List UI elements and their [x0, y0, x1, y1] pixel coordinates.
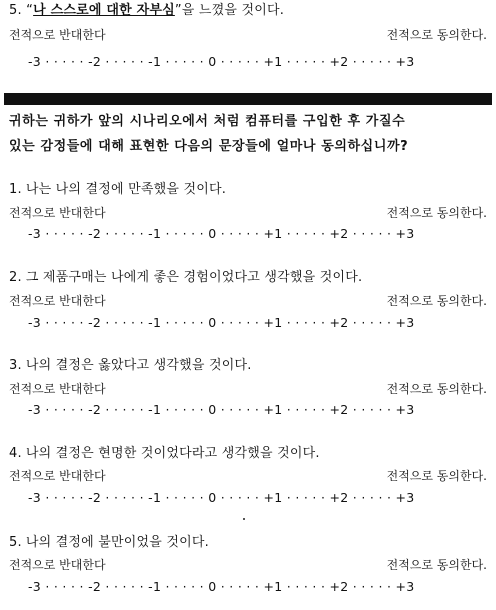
question-text: 나의 결정은 옳았다고 생각했을 것이다.	[25, 358, 252, 373]
question-bold-phrase: 나 스스로에 대한 자부심	[33, 3, 175, 18]
anchor-disagree: 전적으로 반대한다	[9, 28, 106, 42]
anchor-row	[9, 205, 487, 221]
question-suffix: 을 느꼈을 것이다.	[181, 3, 285, 18]
anchor-disagree: 전적으로 반대한다	[9, 469, 106, 483]
question-number: 1.	[9, 182, 22, 197]
anchor-agree: 전적으로 동의한다.	[386, 28, 487, 42]
scan-speck	[243, 518, 245, 520]
anchor-row	[9, 381, 487, 397]
question-text: 나는 나의 결정에 만족했을 것이다.	[25, 182, 227, 197]
rating-scale: -3 · · · · · -2 · · · · · -1 · · · · · 0 · · · · · +1 · · · · · +2 · · · · · +3	[28, 54, 415, 69]
question-text: 나의 결정에 불만이었을 것이다.	[25, 535, 209, 550]
anchor-disagree: 전적으로 반대한다	[9, 294, 106, 308]
anchor-disagree: 전적으로 반대한다	[9, 558, 106, 572]
anchor-row	[9, 27, 487, 43]
question-2	[9, 270, 362, 286]
rating-scale: -3 · · · · · -2 · · · · · -1 · · · · · 0 · · · · · +1 · · · · · +2 · · · · · +3	[28, 315, 415, 330]
question-5	[9, 535, 209, 551]
quote-open: “	[26, 3, 34, 18]
instruction-line-1: 귀하는 귀하가 앞의 시나리오에서 처럼 컴퓨터를 구입한 후 가질수	[9, 114, 406, 129]
anchor-disagree: 전적으로 반대한다	[9, 382, 106, 396]
anchor-row	[9, 557, 487, 573]
question-4	[9, 446, 320, 462]
anchor-disagree: 전적으로 반대한다	[9, 206, 106, 220]
quote-close: ”	[174, 3, 182, 18]
rating-scale: -3 · · · · · -2 · · · · · -1 · · · · · 0 · · · · · +1 · · · · · +2 · · · · · +3	[28, 402, 415, 417]
anchor-row	[9, 293, 487, 309]
rating-scale: -3 · · · · · -2 · · · · · -1 · · · · · 0 · · · · · +1 · · · · · +2 · · · · · +3	[28, 579, 415, 594]
question-number: 4.	[9, 446, 22, 461]
question-number: 3.	[9, 358, 22, 373]
anchor-agree: 전적으로 동의한다.	[386, 382, 487, 396]
question-3	[9, 358, 252, 374]
question-text: 그 제품구매는 나에게 좋은 경험이었다고 생각했을 것이다.	[25, 270, 363, 285]
rating-scale: -3 · · · · · -2 · · · · · -1 · · · · · 0 · · · · · +1 · · · · · +2 · · · · · +3	[28, 226, 415, 241]
anchor-row	[9, 468, 487, 484]
question-number: 5.	[9, 3, 22, 18]
anchor-agree: 전적으로 동의한다.	[386, 294, 487, 308]
anchor-agree: 전적으로 동의한다.	[386, 558, 487, 572]
top-question	[9, 3, 284, 19]
instruction-line-2: 있는 감정들에 대해 표현한 다음의 문장들에 얼마나 동의하십니까?	[9, 139, 409, 154]
question-number: 2.	[9, 270, 22, 285]
rating-scale: -3 · · · · · -2 · · · · · -1 · · · · · 0 · · · · · +1 · · · · · +2 · · · · · +3	[28, 490, 415, 505]
anchor-agree: 전적으로 동의한다.	[386, 206, 487, 220]
question-text: 나의 결정은 현명한 것이었다라고 생각했을 것이다.	[25, 446, 320, 461]
redaction-bar	[4, 93, 492, 105]
question-number: 5.	[9, 535, 22, 550]
anchor-agree: 전적으로 동의한다.	[386, 469, 487, 483]
question-1	[9, 182, 226, 198]
